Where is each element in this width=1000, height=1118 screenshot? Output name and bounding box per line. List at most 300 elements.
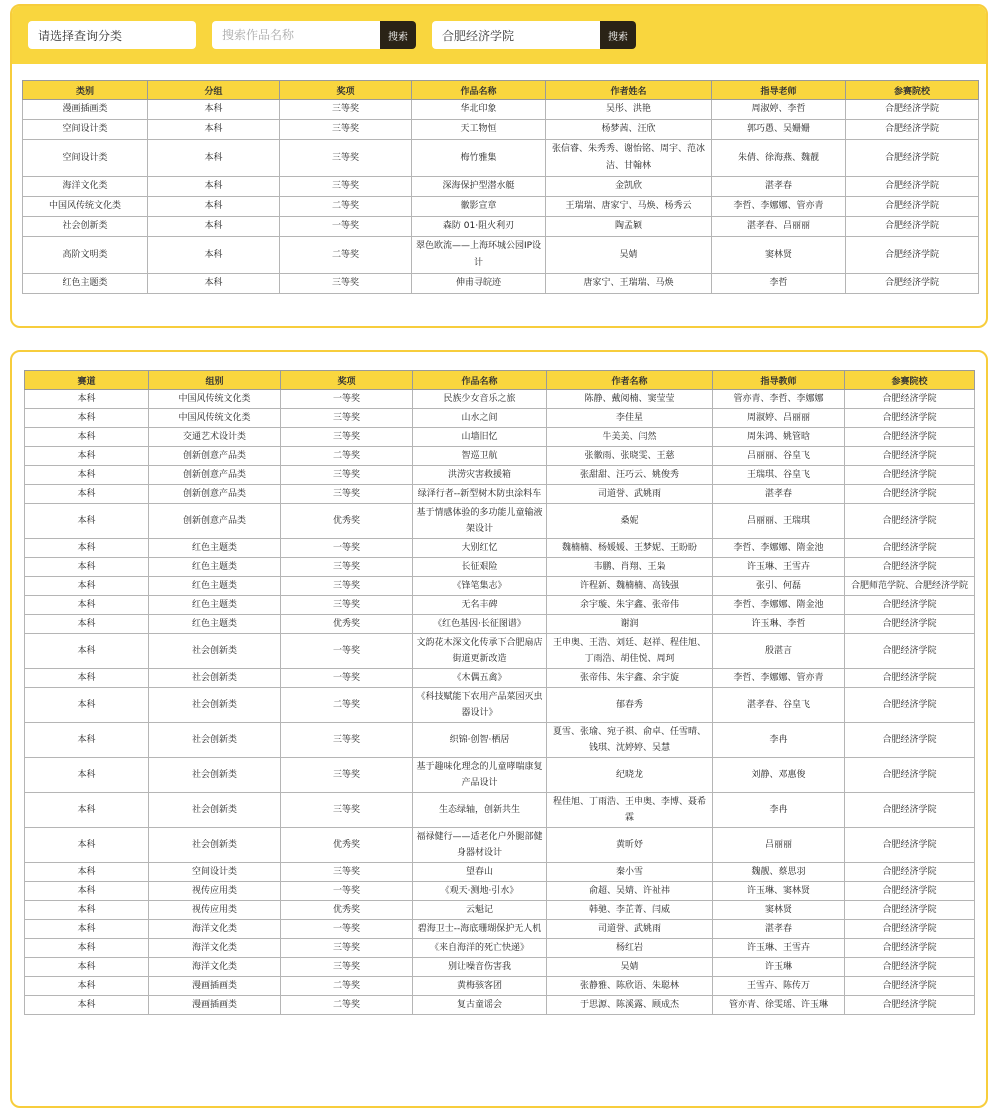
table-cell: 山墙旧忆 (413, 428, 547, 447)
table-cell: 三等奖 (281, 863, 413, 882)
table-cell: 合肥经济学院 (846, 120, 979, 140)
table-cell: 优秀奖 (281, 615, 413, 634)
table-cell: 合肥经济学院 (845, 901, 975, 920)
table-cell: 牛美美、闫然 (547, 428, 713, 447)
query-panel (10, 4, 988, 328)
table-cell: 红色主题类 (149, 558, 281, 577)
table-cell: 湛孝春 (713, 920, 845, 939)
table-row (25, 409, 975, 428)
table-cell: 湛孝春 (712, 177, 846, 197)
table-cell: 本科 (25, 634, 149, 669)
table-cell: 金凯欣 (546, 177, 712, 197)
table-cell: 一等奖 (281, 669, 413, 688)
table-cell: 红色主题类 (149, 615, 281, 634)
table-cell: 杨红岩 (547, 939, 713, 958)
table-cell: 秦小雪 (547, 863, 713, 882)
column-header: 赛道 (25, 371, 149, 390)
table-cell: 二等奖 (281, 688, 413, 723)
table-cell: 《观天·测地·引水》 (413, 882, 547, 901)
table-cell: 合肥经济学院 (845, 485, 975, 504)
table-cell: 三等奖 (281, 428, 413, 447)
table-cell: 周朱鸿、姚管晗 (713, 428, 845, 447)
table-cell: 漫画插画类 (23, 100, 148, 120)
column-header: 作品名称 (413, 371, 547, 390)
column-header: 作品名称 (412, 81, 546, 100)
table-cell: 李冉 (713, 723, 845, 758)
column-header: 奖项 (280, 81, 412, 100)
table-cell: 一等奖 (281, 390, 413, 409)
table-cell: 本科 (25, 504, 149, 539)
table-cell: 合肥经济学院 (845, 558, 975, 577)
table-cell: 社会创新类 (149, 793, 281, 828)
table-cell: 合肥经济学院 (845, 634, 975, 669)
table-cell: 许玉琳、窦林贤 (713, 882, 845, 901)
column-header: 指导老师 (712, 81, 846, 100)
table-cell: 长征艰险 (413, 558, 547, 577)
table-cell: 合肥经济学院 (846, 100, 979, 120)
table-cell: 本科 (25, 793, 149, 828)
table-cell: 张帝伟、朱宇鑫、余宇旋 (547, 669, 713, 688)
table-cell: 吴婧 (546, 237, 712, 274)
work-search-button[interactable]: 搜索 (380, 21, 416, 49)
table-cell: 合肥经济学院 (845, 669, 975, 688)
table-row (25, 390, 975, 409)
table-cell: 三等奖 (281, 793, 413, 828)
table-cell: 一等奖 (281, 634, 413, 669)
table-cell: 云魁记 (413, 901, 547, 920)
table-cell: 本科 (148, 120, 280, 140)
table-cell: 三等奖 (280, 140, 412, 177)
table-cell: 合肥经济学院 (845, 688, 975, 723)
table-row (25, 723, 975, 758)
table-cell: 社会创新类 (149, 634, 281, 669)
table-row (23, 100, 979, 120)
table-cell: 空间设计类 (23, 140, 148, 177)
table-row (25, 793, 975, 828)
table-cell: 湛孝春 (713, 485, 845, 504)
column-header: 参赛院校 (846, 81, 979, 100)
table-cell: 别让噪音伤害我 (413, 958, 547, 977)
table-cell: 合肥经济学院 (845, 504, 975, 539)
table-cell: 合肥经济学院 (845, 977, 975, 996)
table-cell: 视传应用类 (149, 901, 281, 920)
search-bar (12, 6, 986, 64)
table-cell: 吴婧 (547, 958, 713, 977)
table-cell: 合肥经济学院 (845, 447, 975, 466)
table-cell: 三等奖 (281, 723, 413, 758)
table-cell: 基于趣味化理念的儿童哮喘康复产品设计 (413, 758, 547, 793)
table-cell: 福禄健行——适老化户外腿部健身器材设计 (413, 828, 547, 863)
table-cell: 本科 (148, 197, 280, 217)
table-cell: 本科 (148, 274, 280, 294)
table-cell: 夏雪、张瑜、宛子祺、俞卓、任雪晴、钱琪、沈婷婷、吴慧 (547, 723, 713, 758)
table-cell: 伸甫寻皖迹 (412, 274, 546, 294)
table-cell: 创新创意产品类 (149, 447, 281, 466)
table-cell: 程佳旭、丁雨浩、王申奥、李博、聂希霖 (547, 793, 713, 828)
table-cell: 韦鹏、肖翔、王枭 (547, 558, 713, 577)
table-cell: 海洋文化类 (149, 958, 281, 977)
awards-table (24, 370, 975, 1015)
table-cell: 吕丽丽、谷皇飞 (713, 447, 845, 466)
table-row (25, 901, 975, 920)
table-row (25, 615, 975, 634)
table-cell: 本科 (25, 901, 149, 920)
table-cell: 民族少女音乐之旅 (413, 390, 547, 409)
table-cell: 优秀奖 (281, 901, 413, 920)
table-cell: 本科 (25, 466, 149, 485)
table-cell: 许程新、魏楠楠、高钱强 (547, 577, 713, 596)
table-cell: 合肥经济学院 (845, 466, 975, 485)
table-row (25, 466, 975, 485)
table-row (25, 977, 975, 996)
table-cell: 本科 (148, 100, 280, 120)
table-cell: 李佳星 (547, 409, 713, 428)
table-cell: 优秀奖 (281, 828, 413, 863)
table-cell: 三等奖 (281, 939, 413, 958)
column-header: 指导教师 (713, 371, 845, 390)
column-header: 作者名称 (547, 371, 713, 390)
table-cell: 空间设计类 (149, 863, 281, 882)
table-cell: 中国风传统文化类 (149, 390, 281, 409)
table-cell: 本科 (25, 390, 149, 409)
table-row (23, 177, 979, 197)
table-row (23, 237, 979, 274)
category-select[interactable]: 请选择查询分类 (28, 21, 196, 49)
table-cell: 合肥经济学院 (845, 428, 975, 447)
table-row (23, 197, 979, 217)
table-cell: 交通艺术设计类 (149, 428, 281, 447)
table-cell: 空间设计类 (23, 120, 148, 140)
table-cell: 本科 (25, 447, 149, 466)
table-row (23, 274, 979, 294)
table-cell: 余宇璇、朱宇鑫、张帝伟 (547, 596, 713, 615)
awards-table-body (25, 390, 975, 1015)
table-cell: 红色主题类 (149, 596, 281, 615)
table-cell: 朱倩、徐海燕、魏靓 (712, 140, 846, 177)
table-cell: 周淑婷、李哲 (712, 100, 846, 120)
table-cell: 刘静、邓惠俊 (713, 758, 845, 793)
table-cell: 合肥经济学院 (846, 274, 979, 294)
table-cell: 三等奖 (281, 485, 413, 504)
table-cell: 社会创新类 (23, 217, 148, 237)
table-cell: 本科 (25, 409, 149, 428)
table-cell: 李哲、李娜娜、管亦青 (713, 669, 845, 688)
table-cell: 吕丽丽、王瑞琪 (713, 504, 845, 539)
table-row (25, 428, 975, 447)
table-cell: 社会创新类 (149, 758, 281, 793)
table-cell: 黄梅骇客团 (413, 977, 547, 996)
table-cell: 殷湛言 (713, 634, 845, 669)
table-row (25, 558, 975, 577)
table-cell: 碧海卫士--海底珊瑚保护无人机 (413, 920, 547, 939)
table-cell: 《来自海洋的死亡快递》 (413, 939, 547, 958)
table-cell: 三等奖 (281, 596, 413, 615)
table-cell: 合肥经济学院 (845, 758, 975, 793)
table-cell: 本科 (148, 217, 280, 237)
table-cell: 创新创意产品类 (149, 504, 281, 539)
table-cell: 李冉 (713, 793, 845, 828)
table-cell: 本科 (25, 882, 149, 901)
table-cell: 窦林贤 (713, 901, 845, 920)
table-cell: 合肥经济学院 (845, 723, 975, 758)
table-cell: 郁春秀 (547, 688, 713, 723)
table-row (25, 958, 975, 977)
table-cell: 社会创新类 (149, 723, 281, 758)
results-table (22, 80, 979, 294)
column-header: 参赛院校 (845, 371, 975, 390)
table-row (25, 485, 975, 504)
table-cell: 三等奖 (281, 577, 413, 596)
table-cell: 黄昕妤 (547, 828, 713, 863)
table-cell: 合肥经济学院 (845, 958, 975, 977)
awards-table-header (25, 371, 975, 390)
table-cell: 《科技赋能下农用产品菜园灭虫器设计》 (413, 688, 547, 723)
column-header: 作者姓名 (546, 81, 712, 100)
table-cell: 红色主题类 (23, 274, 148, 294)
table-cell: 山水之间 (413, 409, 547, 428)
table-cell: 海洋文化类 (149, 939, 281, 958)
table-cell: 李哲、李娜娜、隋金池 (713, 596, 845, 615)
table-cell: 张引、何磊 (713, 577, 845, 596)
table-cell: 许玉琳、王雪卉 (713, 939, 845, 958)
table-cell: 陈静、戴阅楠、窦莹莹 (547, 390, 713, 409)
column-header: 组别 (149, 371, 281, 390)
table-cell: 《木偶五禽》 (413, 669, 547, 688)
table-cell: 一等奖 (281, 920, 413, 939)
table-cell: 司道誉、武姚雨 (547, 920, 713, 939)
table-row (23, 120, 979, 140)
table-cell: 本科 (25, 723, 149, 758)
table-cell: 本科 (25, 558, 149, 577)
table-cell: 合肥经济学院 (845, 793, 975, 828)
table-cell: 三等奖 (281, 958, 413, 977)
table-cell: 王申奥、王浩、刘廷、赵祥、程佳旭、丁雨浩、胡佳悦、周珂 (547, 634, 713, 669)
table-cell: 本科 (148, 140, 280, 177)
table-cell: 社会创新类 (149, 828, 281, 863)
results-table-header (23, 81, 979, 100)
table-cell: 合肥经济学院 (846, 140, 979, 177)
table-cell: 本科 (25, 669, 149, 688)
table-cell: 二等奖 (280, 237, 412, 274)
table-cell: 《红色基因·长征图谱》 (413, 615, 547, 634)
table-cell: 二等奖 (281, 447, 413, 466)
table-cell: 复古童谣会 (413, 996, 547, 1015)
table-row (25, 828, 975, 863)
table-cell: 许玉琳 (713, 958, 845, 977)
table-row (25, 758, 975, 793)
table-cell: 魏楠楠、杨媛媛、王梦妮、王盼盼 (547, 539, 713, 558)
table-cell: 洪涝灾害救援箱 (413, 466, 547, 485)
table-row (23, 217, 979, 237)
table-cell: 本科 (25, 758, 149, 793)
table-cell: 韩驰、李芷菁、闫威 (547, 901, 713, 920)
table-cell: 合肥经济学院 (845, 996, 975, 1015)
table-cell: 海洋文化类 (23, 177, 148, 197)
school-search-input[interactable] (432, 21, 600, 49)
table-cell: 本科 (25, 939, 149, 958)
table-cell: 二等奖 (281, 996, 413, 1015)
table-cell: 深海保护型潜水艇 (412, 177, 546, 197)
table-cell: 许玉琳、李哲 (713, 615, 845, 634)
table-row (23, 140, 979, 177)
table-cell: 吴彤、洪艳 (546, 100, 712, 120)
table-row (25, 996, 975, 1015)
table-cell: 李哲、李娜娜、管亦青 (712, 197, 846, 217)
table-cell: 纪晓龙 (547, 758, 713, 793)
table-cell: 中国风传统文化类 (23, 197, 148, 217)
table-cell: 一等奖 (281, 882, 413, 901)
table-cell: 社会创新类 (149, 688, 281, 723)
results-table-body (23, 100, 979, 294)
table-cell: 俞超、吴婧、许祉祎 (547, 882, 713, 901)
table-cell: 三等奖 (281, 758, 413, 793)
table-cell: 陶孟颖 (546, 217, 712, 237)
table-cell: 湛孝春、谷皇飞 (713, 688, 845, 723)
table-cell: 文韵花木深文化传承下合肥扇店街道更新改造 (413, 634, 547, 669)
table-cell: 二等奖 (281, 977, 413, 996)
table-row (25, 920, 975, 939)
table-cell: 徽影宣章 (412, 197, 546, 217)
table-cell: 本科 (25, 539, 149, 558)
table-cell: 三等奖 (281, 466, 413, 485)
table-row (25, 863, 975, 882)
table-row (25, 539, 975, 558)
table-cell: 窦林贤 (712, 237, 846, 274)
school-search-group (432, 21, 636, 49)
table-cell: 合肥经济学院 (846, 197, 979, 217)
table-cell: 基于情感体验的多功能儿童输液架设计 (413, 504, 547, 539)
table-cell: 漫画插画类 (149, 996, 281, 1015)
table-cell: 本科 (25, 688, 149, 723)
table-cell: 王瑞瑞、唐家宁、马焕、杨秀云 (546, 197, 712, 217)
table-cell: 华北印象 (412, 100, 546, 120)
table-cell: 合肥经济学院 (845, 863, 975, 882)
table-cell: 合肥经济学院 (846, 217, 979, 237)
table-cell: 张静雅、陈欣语、朱聪林 (547, 977, 713, 996)
table-cell: 本科 (25, 485, 149, 504)
table-cell: 一等奖 (281, 539, 413, 558)
table-cell: 三等奖 (280, 177, 412, 197)
table-row (25, 688, 975, 723)
table-row (25, 577, 975, 596)
table-cell: 中国风传统文化类 (149, 409, 281, 428)
table-cell: 周淑婷、吕丽丽 (713, 409, 845, 428)
table-cell: 海洋文化类 (149, 920, 281, 939)
table-row (25, 939, 975, 958)
table-cell: 一等奖 (280, 217, 412, 237)
work-search-input[interactable] (212, 21, 380, 49)
table-cell: 创新创意产品类 (149, 466, 281, 485)
table-cell: 三等奖 (281, 558, 413, 577)
table-cell: 本科 (25, 863, 149, 882)
table-cell: 合肥经济学院 (845, 409, 975, 428)
table-cell: 合肥经济学院 (846, 177, 979, 197)
table-cell: 湛孝春、吕丽丽 (712, 217, 846, 237)
table-cell: 二等奖 (280, 197, 412, 217)
table-row (25, 596, 975, 615)
table-cell: 望春山 (413, 863, 547, 882)
table-cell: 合肥师范学院、合肥经济学院 (845, 577, 975, 596)
table-cell: 唐家宁、王瑞瑞、马焕 (546, 274, 712, 294)
table-cell: 合肥经济学院 (845, 390, 975, 409)
table-cell: 合肥经济学院 (845, 920, 975, 939)
table-cell: 王瑞琪、谷皇飞 (713, 466, 845, 485)
table-cell: 本科 (25, 577, 149, 596)
table-cell: 谢润 (547, 615, 713, 634)
table-row (25, 504, 975, 539)
table-cell: 司道誉、武姚雨 (547, 485, 713, 504)
table-cell: 《锋笔集志》 (413, 577, 547, 596)
table-cell: 李哲、李娜娜、隋金池 (713, 539, 845, 558)
table-cell: 于思源、陈溪露、顾成杰 (547, 996, 713, 1015)
table-cell: 本科 (25, 615, 149, 634)
table-cell: 本科 (148, 237, 280, 274)
table-cell: 高阶文明类 (23, 237, 148, 274)
school-search-button[interactable]: 搜索 (600, 21, 636, 49)
table-cell: 智巡卫航 (413, 447, 547, 466)
table-cell: 漫画插画类 (149, 977, 281, 996)
table-cell: 三等奖 (280, 100, 412, 120)
table-cell: 合肥经济学院 (845, 596, 975, 615)
table-cell: 管亦青、徐雯瑶、许玉琳 (713, 996, 845, 1015)
table-cell: 管亦青、李哲、李娜娜 (713, 390, 845, 409)
table-cell: 吕丽丽 (713, 828, 845, 863)
awards-panel (10, 350, 988, 1108)
table-cell: 郭巧愚、吴姗姗 (712, 120, 846, 140)
table-cell: 合肥经济学院 (845, 539, 975, 558)
table-cell: 森防 01·阻火利刃 (412, 217, 546, 237)
table-row (25, 882, 975, 901)
table-cell: 桑妮 (547, 504, 713, 539)
table-cell: 织锦·创智·栖居 (413, 723, 547, 758)
table-cell: 许玉琳、王雪卉 (713, 558, 845, 577)
table-cell: 本科 (25, 977, 149, 996)
table-row (25, 669, 975, 688)
table-cell: 社会创新类 (149, 669, 281, 688)
table-cell: 张信睿、朱秀秀、谢怡铭、周宇、范冰洁、甘翰林 (546, 140, 712, 177)
table-cell: 三等奖 (280, 274, 412, 294)
table-cell: 本科 (25, 828, 149, 863)
table-cell: 大别红忆 (413, 539, 547, 558)
table-cell: 本科 (25, 596, 149, 615)
table-cell: 本科 (25, 920, 149, 939)
table-cell: 生态绿轴，创新共生 (413, 793, 547, 828)
table-cell: 张甜甜、汪巧云、姚俊秀 (547, 466, 713, 485)
column-header: 分组 (148, 81, 280, 100)
work-search-group (212, 21, 416, 49)
table-cell: 王雪卉、陈传万 (713, 977, 845, 996)
table-cell: 合肥经济学院 (845, 615, 975, 634)
table-cell: 翠色欧流——上海环城公园IP设计 (412, 237, 546, 274)
column-header: 奖项 (281, 371, 413, 390)
table-cell: 本科 (25, 428, 149, 447)
table-cell: 合肥经济学院 (845, 939, 975, 958)
table-cell: 张徽雨、张晓雯、王慈 (547, 447, 713, 466)
table-cell: 创新创意产品类 (149, 485, 281, 504)
table-cell: 合肥经济学院 (845, 828, 975, 863)
table-cell: 红色主题类 (149, 539, 281, 558)
column-header: 类别 (23, 81, 148, 100)
table-row (25, 447, 975, 466)
table-cell: 本科 (25, 996, 149, 1015)
table-cell: 优秀奖 (281, 504, 413, 539)
table-cell: 视传应用类 (149, 882, 281, 901)
table-cell: 本科 (25, 958, 149, 977)
table-cell: 绿泽行者--新型树木防虫涂料车 (413, 485, 547, 504)
table-cell: 三等奖 (281, 409, 413, 428)
table-cell: 本科 (148, 177, 280, 197)
table-cell: 合肥经济学院 (845, 882, 975, 901)
